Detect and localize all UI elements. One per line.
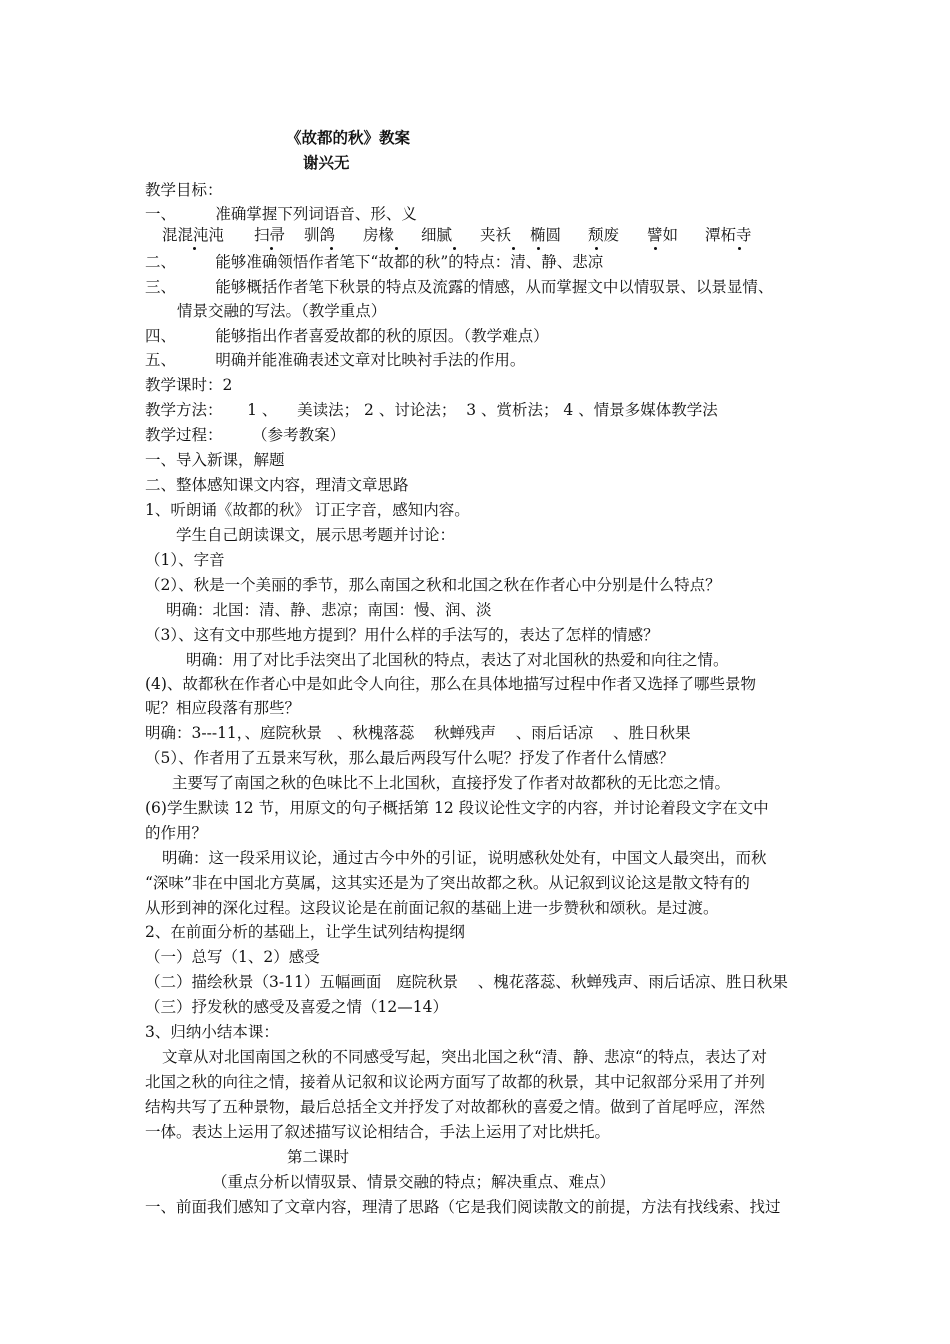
- text-line: 二、 能够准确领悟作者笔下“故都的秋”的特点：清、静、悲凉: [145, 253, 604, 271]
- text-line: 教学目标：: [145, 181, 223, 199]
- text-line: 3、归纳小结本课：: [145, 1023, 279, 1041]
- emphasis-dot: [654, 247, 657, 250]
- vocab-word: 颓废: [588, 226, 620, 244]
- vocab-word: 驯鸽: [304, 226, 336, 244]
- text-line: 主要写了南国之秋的色味比不上北国秋，直接抒发了作者对故都秋的无比恋之情。: [172, 774, 731, 792]
- emphasis-dot: [453, 247, 456, 250]
- text-line: 明确：用了对比手法突出了北国秋的特点，表达了对北国秋的热爱和向往之情。: [186, 651, 729, 669]
- text-line: 一体。表达上运用了叙述描写议论相结合，手法上运用了对比烘托。: [145, 1123, 611, 1141]
- emphasis-dot: [512, 247, 515, 250]
- text-line: (6)学生默读 12 节，用原文的句子概括第 12 段议论性文字的内容，并讨论着段文字在文中: [145, 799, 769, 817]
- text-line: （1）、字音: [145, 551, 225, 569]
- text-line: 一、前面我们感知了文章内容，理清了思路（它是我们阅读散文的前提，方法有找线索、找过: [145, 1198, 781, 1216]
- emphasis-dot: [537, 247, 540, 250]
- text-line: （5）、作者用了五景来写秋，那么最后两段写什么呢？抒发了作者什么情感？: [145, 749, 675, 767]
- text-line: (4)、故都秋在作者心中是如此令人向往，那么在具体地描写过程中作者又选择了哪些景物: [145, 675, 756, 693]
- emphasis-dot: [595, 247, 598, 250]
- vocab-word: 房椽: [363, 226, 395, 244]
- text-line: 情景交融的写法。（教学重点）: [177, 302, 387, 320]
- text-line: 北国之秋的向往之情，接着从记叙和议论两方面写了故都的秋景，其中记叙部分采用了并列: [145, 1073, 766, 1091]
- text-line: 明确：3---11，、庭院秋景 、秋槐落蕊 秋蝉残声 、雨后话凉 、胜日秋果: [145, 724, 691, 742]
- text-line: （重点分析以情驭景、情景交融的特点；解决重点、难点）: [212, 1173, 616, 1191]
- text-line: 一、 准确掌握下列词语音、形、义: [145, 205, 417, 223]
- text-line: 明确：这一段采用议论，通过古今中外的引证，说明感秋处处有，中国文人最突出，而秋: [162, 849, 767, 867]
- text-line: （三）抒发秋的感受及喜爱之情（12—14）: [145, 998, 448, 1016]
- emphasis-dot: [270, 247, 273, 250]
- text-line: 学生自己朗读课文，展示思考题并讨论：: [176, 526, 456, 544]
- text-line: 三、 能够概括作者笔下秋景的特点及流露的情感，从而掌握文中以情驭景、以景显情、: [145, 278, 774, 296]
- text-line: 结构共写了五种景物，最后总括全文并抒发了对故都秋的喜爱之情。做到了首尾呼应，浑然: [145, 1098, 766, 1116]
- text-line: 2、在前面分析的基础上，让学生试列结构提纲: [145, 923, 465, 941]
- text-line: （二）描绘秋景（3-11）五幅画面 庭院秋景 、槐花落蕊、秋蝉残声、雨后话凉、胜日秋果: [145, 973, 788, 991]
- text-line: “深味”非在中国北方莫属，这其实还是为了突出故都之秋。从记叙到议论这是散文特有的: [145, 874, 750, 892]
- emphasis-dot: [330, 247, 333, 250]
- vocab-word: 椭圆: [530, 226, 562, 244]
- text-line: 四、 能够指出作者喜爱故都的秋的原因。（教学难点）: [145, 327, 549, 345]
- text-line: （一）总写（1、2）感受: [145, 948, 320, 966]
- text-line: 五、 明确并能准确表述文章对比映衬手法的作用。: [145, 351, 526, 369]
- text-line: （3）、这有文中那些地方提到？用什么样的手法写的，表达了怎样的情感？: [145, 626, 659, 644]
- emphasis-dot: [395, 247, 398, 250]
- text-line: 教学方法： 1 、 美读法； 2 、讨论法； 3 、赏析法； 4 、情景多媒体教学法: [145, 401, 718, 419]
- vocab-word: 扫帚: [254, 226, 286, 244]
- document-title: 《故都的秋》教案: [286, 128, 411, 147]
- vocab-word: 譬如: [647, 226, 679, 244]
- vocab-word: 夹袄: [480, 226, 512, 244]
- text-line: 文章从对北国南国之秋的不同感受写起，突出北国之秋“清、静、悲凉“的特点，表达了对: [162, 1048, 767, 1066]
- text-line: 的作用？: [145, 824, 208, 842]
- vocab-word: 细腻: [421, 226, 453, 244]
- text-line: 明确：北国：清、静、悲凉；南国：慢、润、淡: [166, 601, 492, 619]
- vocab-word: 潭柘寺: [705, 226, 752, 244]
- emphasis-dot: [193, 247, 196, 250]
- vocab-word: 混混沌沌: [162, 226, 225, 244]
- text-line: 1、听朗诵《故都的秋》 订正字音，感知内容。: [145, 501, 470, 519]
- text-line: （2）、秋是一个美丽的季节，那么南国之秋和北国之秋在作者心中分别是什么特点？: [145, 576, 721, 594]
- text-line: 二、整体感知课文内容，理清文章思路: [145, 476, 409, 494]
- text-line: 一、导入新课，解题: [145, 451, 285, 469]
- text-line: 教学过程： （参考教案）: [145, 426, 346, 444]
- text-line: 教学课时：2: [145, 376, 233, 394]
- text-line: 呢？相应段落有那些？: [145, 699, 301, 717]
- text-line: 从形到神的深化过程。这段议论是在前面记叙的基础上进一步赞秋和颂秋。是过渡。: [145, 899, 719, 917]
- section-heading: 第二课时: [287, 1148, 350, 1166]
- document-author: 谢兴无: [303, 153, 350, 172]
- emphasis-dot: [738, 247, 741, 250]
